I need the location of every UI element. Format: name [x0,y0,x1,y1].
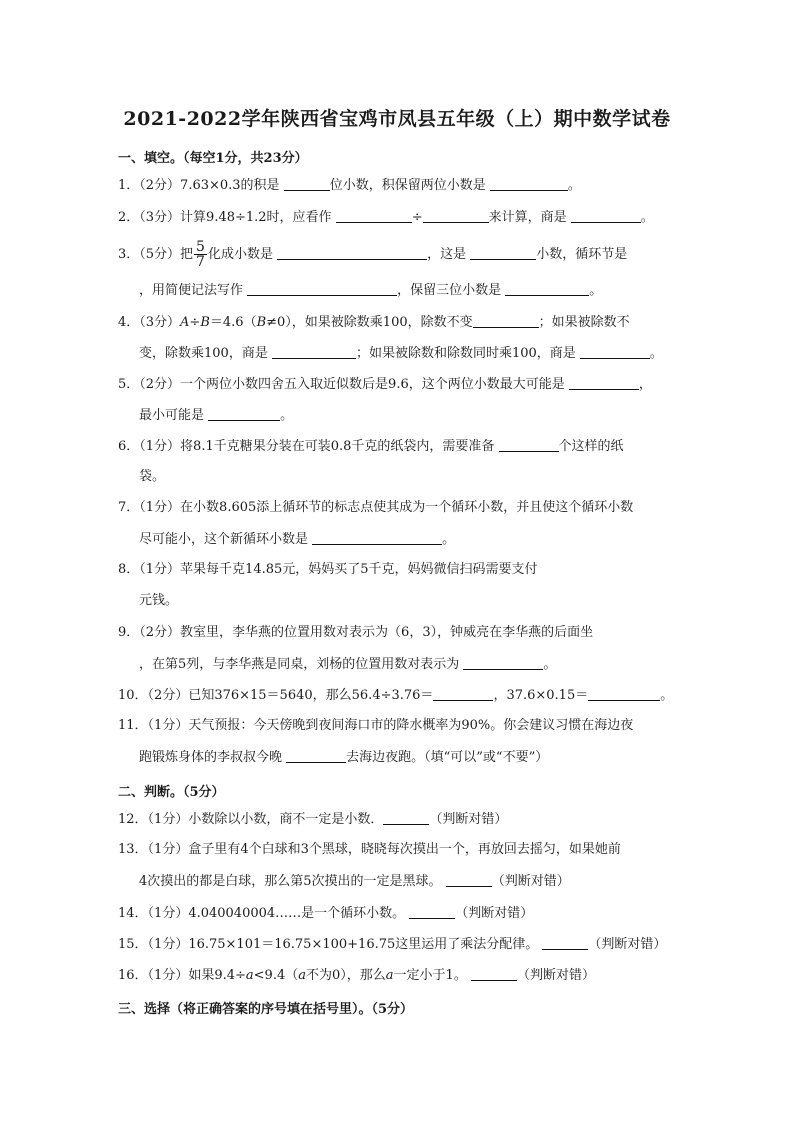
answer-blank[interactable] [505,281,589,296]
answer-blank[interactable] [588,686,660,701]
answer-blank[interactable] [409,904,455,919]
answer-blank[interactable] [446,872,492,887]
answer-blank[interactable] [571,208,641,223]
question-9-cont: ，在第5列，与李华燕是同桌，刘杨的位置用数对表示为 。 [139,657,557,672]
exam-title: 2021-2022学年陕西省宝鸡市凤县五年级（上）期中数学试卷 [123,108,671,130]
question-16: 16．（1分）如果9.4÷a<9.4（a不为0），那么a一定小于1。 （判断对错） [118,968,595,983]
section-heading-multiple-choice: 三、选择（将正确答案的序号填在括号里）。（5分） [118,1002,414,1017]
question-13-cont: 4次摸出的都是白球，那么第5次摸出的一定是黑球。 （判断对错） [139,874,570,889]
answer-blank[interactable] [247,281,397,296]
answer-blank[interactable] [471,966,517,981]
question-8-cont: 元钱。 [139,593,179,608]
answer-blank[interactable] [208,406,280,421]
answer-blank[interactable] [284,176,330,191]
question-7-cont: 尽可能小，这个新循环小数是 。 [139,532,456,547]
answer-blank[interactable] [490,176,568,191]
question-11: 11．（1分）天气预报：今天傍晚到夜间海口市的降水概率为90%。你会建议习惯在海边夜 [118,718,634,733]
question-5-cont: 最小可能是 。 [139,408,294,423]
question-6-cont: 袋。 [139,469,166,484]
answer-blank[interactable] [473,313,539,328]
answer-blank[interactable] [499,437,559,452]
fraction: $\frac{5}{7}$ [196,239,205,270]
answer-blank[interactable] [463,655,543,670]
question-11-cont: 跑锻炼身体的李叔叔今晚 去海边夜跑。（填“可以”或“不要”） [139,750,549,765]
section-heading-fill-in: 一、填空。（每空1分，共23分） [118,151,308,166]
question-5: 5．（2分）一个两位小数四舍五入取近似数后是9.6，这个两位小数最大可能是 ， [118,377,652,392]
question-13: 13．（1分）盒子里有4个白球和3个黑球，晓晓每次摸出一个，再放回去摇匀，如果她前 [118,842,621,857]
answer-blank[interactable] [383,810,429,825]
answer-blank[interactable] [470,245,536,260]
answer-blank[interactable] [423,208,489,223]
question-7: 7．（1分）在小数8.605添上循环节的标志点使其成为一个循环小数，并且使这个循环小数 [118,500,634,515]
question-1: 1．（2分）7.63×0.3的积是 位小数，积保留两位小数是 。 [118,178,581,193]
question-2: 2．（3分）计算9.48÷1.2时，应看作 ÷ 来计算，商是 。 [118,210,654,225]
answer-blank[interactable] [312,530,442,545]
question-3-cont: ，用简便记法写作 ，保留三位小数是 。 [139,283,603,298]
question-6: 6．（1分）将8.1千克糖果分装在可装0.8千克的纸袋内，需要准备 个这样的纸 [118,439,624,454]
answer-blank[interactable] [569,375,639,390]
answer-blank[interactable] [542,935,588,950]
answer-blank[interactable] [580,344,650,359]
question-4: 4．（3分）A÷B＝4.6（B≠0），如果被除数乘100，除数不变 ；如果被除数不 [118,315,630,330]
question-8: 8．（1分）苹果每千克14.85元，妈妈买了5千克，妈妈微信扫码需要支付 [118,562,538,577]
question-15: 15．（1分）16.75×101＝16.75×100+16.75这里运用了乘法分配律。 （判断对错） [118,937,667,952]
answer-blank[interactable] [272,344,356,359]
question-12: 12．（1分）小数除以小数，商不一定是小数． （判断对错） [118,812,508,827]
question-3: 3．（5分）把 $\frac{5}{7}$ 化成小数是 ，这是 小数，循环节是 [118,239,628,270]
question-10: 10．（2分）已知376×15＝5640，那么56.4÷3.76＝ ，37.6×0.15＝ 。 [118,688,674,703]
answer-blank[interactable] [286,748,346,763]
question-4-cont: 变，除数乘100，商是 ；如果被除数和除数同时乘100，商是 。 [139,346,663,361]
answer-blank[interactable] [433,686,493,701]
answer-blank[interactable] [277,245,427,260]
section-heading-true-false: 二、判断。（5分） [118,785,225,800]
answer-blank[interactable] [336,208,412,223]
question-9: 9．（2分）教室里，李华燕的位置用数对表示为（6，3），钟威亮在李华燕的后面坐 [118,625,594,640]
question-14: 14．（1分）4.040040004……是一个循环小数。 （判断对错） [118,906,534,921]
